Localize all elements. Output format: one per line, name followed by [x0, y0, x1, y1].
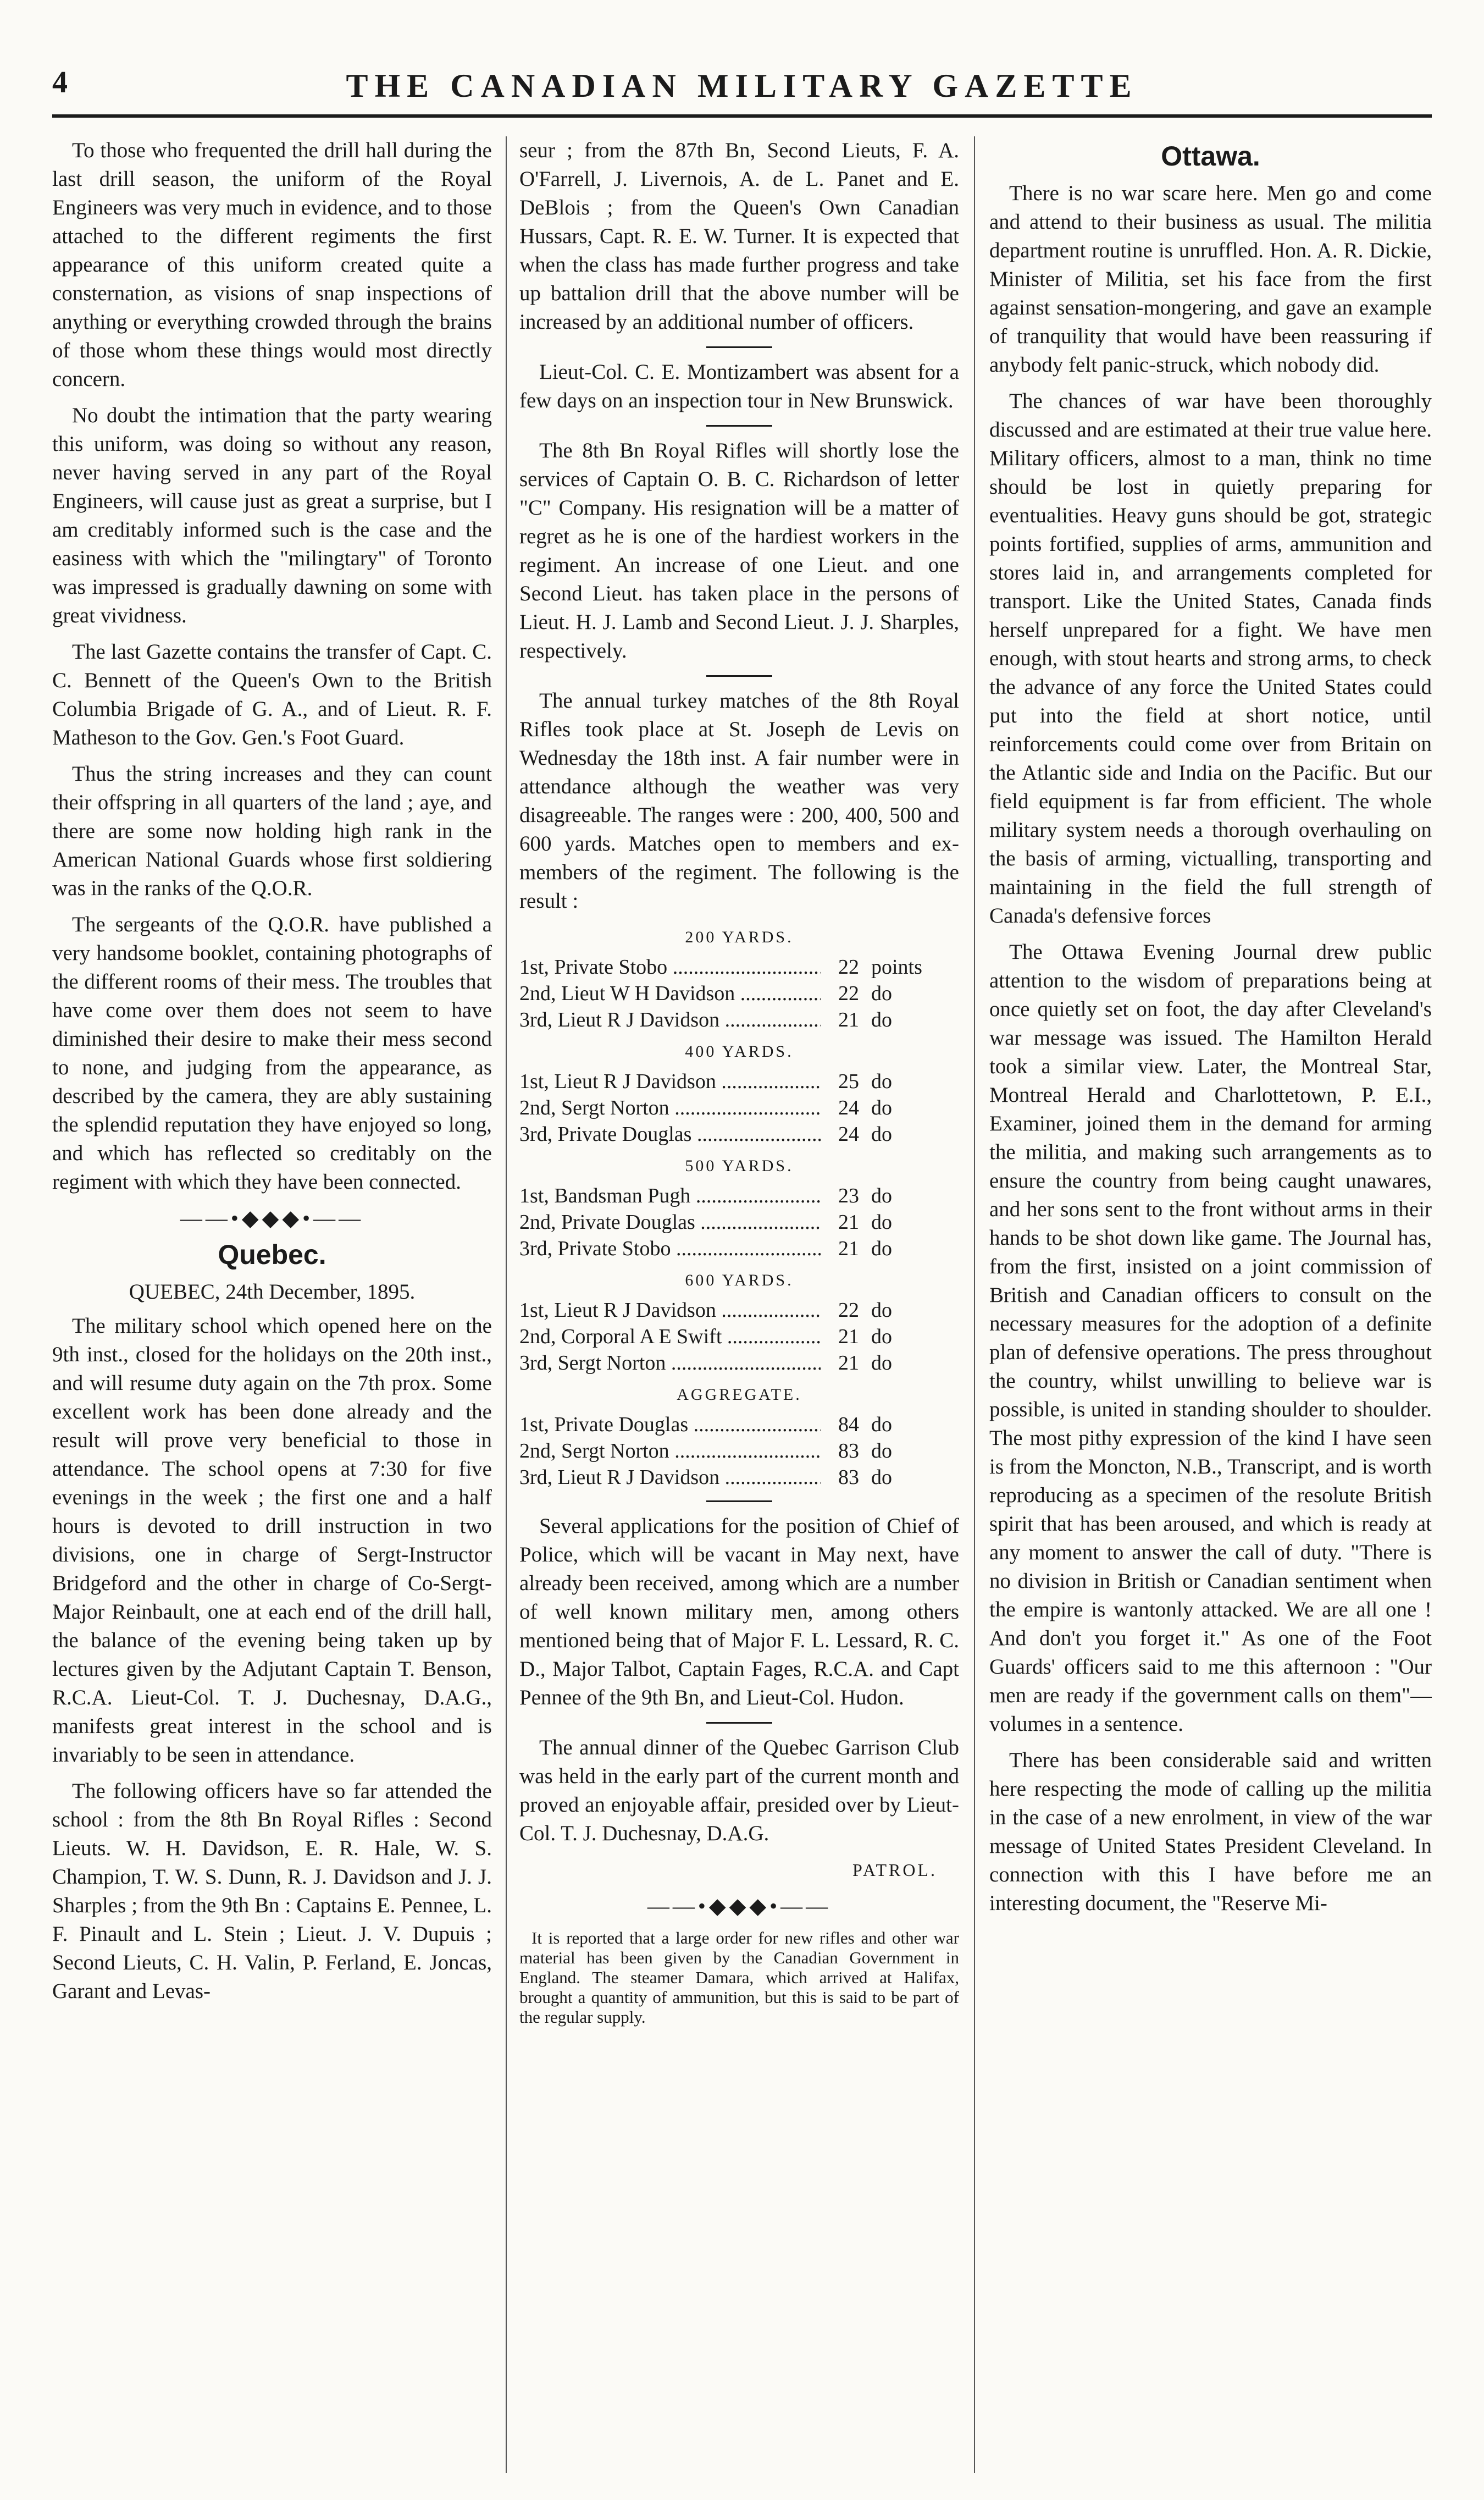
range-heading: 200 YARDS.: [685, 928, 794, 946]
signature: PATROL.: [852, 1860, 937, 1880]
score-row: [519, 1235, 959, 1262]
score-points: 22: [838, 1299, 859, 1322]
shooter-name: 3rd, Private Stobo .....: [519, 1235, 821, 1262]
article-paragraph: The chances of war have been thoroughly discussed and are estimated at their true value here. Military officers, almost to a man, think no time should be lost in quietly preparing for eventualities. Heavy guns should be got, strategic points fortified, supplies of arms, ammunition and stores laid in, and arrangements completed for transport. Like the United States, Canada finds herself unprepared for a fight. We have men enough, with stout hearts and strong arms, to check the advance of any force the United States could put into the field at short notice, until reinforcements could come over from Britain on the Atlantic side and India on the Pacific. But our field equipment is far from efficient. The whole military system needs a thorough overhauling on the basis of arming, victualling, transporting and maintaining in the field the full strength of Canada's defensive forces: [989, 389, 1432, 928]
shooter-name: 3rd, Sergt Norton .....: [519, 1350, 821, 1376]
score-points: 23: [838, 1184, 859, 1207]
score-row: [519, 1095, 959, 1121]
score-row: [519, 1209, 959, 1235]
score-unit: do: [871, 1237, 892, 1260]
article-paragraph: The Ottawa Evening Journal drew public attention to the wisdom of preparations being at once quietly set on foot, the day after Cleveland's war message was issued. The Hamilton Herald took a similar view. Later, the Montreal Star, Montreal Herald and Charlottetown, P. E.I., Examiner, joined them in the demand for arming the militia, and making such arrangements as to ensure the country from being caught unawares, and her sons sent to the front without arms in their hands to be shot down like game. The Journal has, from the first, insisted on a joint commission of British and Canadian officers to consult on the necessary measures for the adoption of a definite plan of defensive operations. The press throughout the country, whilst unwilling to believe war is possible, is united in standing shoulder to shoulder. The most pithy expression of the kind I have seen is from the Moncton, N.B., Transcript, and is worth reproducing as a specimen of the resolute British spirit that has been aroused, and which is ready at any moment to answer the call of duty. "There is no division in British or Canadian sentiment when the empire is wantonly attacked. We are all one ! And don't you forget it." As one of the Foot Guards' officers said to me this afternoon : "Our men are ready if the government calls on them"—volumes in a sentence.: [989, 940, 1432, 1736]
score-row: [519, 1323, 959, 1350]
shooter-name: 1st, Lieut R J Davidson .....: [519, 1297, 821, 1323]
column-divider: [506, 136, 507, 2473]
score-group: [519, 1037, 959, 1147]
score-points: 24: [838, 1123, 859, 1146]
score-row: [519, 1068, 959, 1095]
shooter-name: 1st, Lieut R J Davidson .....: [519, 1068, 821, 1095]
score-points: 22: [838, 982, 859, 1005]
article-paragraph: There has been considerable said and written here respecting the mode of calling up the militia in the case of a new enrolment, in view of the war message of United States President Cleveland. In connection with this I have before me an interesting document, the "Reserve Mi-: [989, 1748, 1432, 1915]
article-paragraph: No doubt the intimation that the party wearing this uniform, was doing so without any reason, never having served in any part of the Royal Engineers, will cause just as great a surprise, but I am creditably informed such is the case and the easiness with which the "milingtary" of Toronto was impressed is gradually dawning on some with great vividness.: [52, 404, 492, 627]
shooter-name: 3rd, Lieut R J Davidson .....: [519, 1007, 821, 1033]
score-row: [519, 1350, 959, 1376]
score-row: [519, 1121, 959, 1147]
score-row: [519, 980, 959, 1007]
range-heading: AGGREGATE.: [677, 1386, 802, 1404]
score-row: [519, 1007, 959, 1033]
score-group: [519, 1266, 959, 1376]
shooter-name: 1st, Private Douglas .....: [519, 1411, 821, 1438]
article-paragraph: To those who frequented the drill hall during the last drill season, the uniform of the Royal Engineers was very much in evidence, and to those attached to the different regiments the first appearance of this uniform created quite a consternation, as visions of snap inspections of anything or everything crowded through the brains of those whom these things would most directly concern.: [52, 139, 492, 391]
shooter-name: 3rd, Lieut R J Davidson .....: [519, 1464, 821, 1491]
score-points: 84: [838, 1413, 859, 1436]
shooter-name: 2nd, Sergt Norton .....: [519, 1095, 821, 1121]
section-ornament: ——•◆◆◆•——: [180, 1206, 364, 1230]
score-unit: do: [871, 1096, 892, 1119]
score-points: 83: [838, 1466, 859, 1489]
article-paragraph: Several applications for the position of Chief of Police, which will be vacant in May next, have already been received, among which are a number of well known military men, among others mentioned being that of Major F. L. Lessard, R. C. D., Major Talbot, Captain Fages, R.C.A. and Capt Pennee of the 9th Bn, and Lieut-Col. Hudon.: [519, 1514, 959, 1709]
footnote: It is reported that a large order for new rifles and other war material has been given by the Canadian Government in England. The steamer Damara, which arrived at Halifax, brought a quantity of ammunition, but this is said to be part of the regular supply.: [519, 1928, 959, 2027]
score-points: 21: [838, 1325, 859, 1348]
score-points: 21: [838, 1351, 859, 1375]
article-paragraph: The 8th Bn Royal Rifles will shortly lose the services of Captain O. B. C. Richardson of letter "C" Company. His resignation will be a matter of regret as he is one of the hardiest workers in the regiment. An increase of one Lieut. and one Second Lieut. has taken place in the persons of Lieut. H. J. Lamb and Second Lieut. J. J. Sharples, respectively.: [519, 439, 959, 663]
shooter-name: 1st, Bandsman Pugh .....: [519, 1183, 821, 1209]
page-header: [52, 65, 1432, 118]
score-group: [519, 923, 959, 1033]
column-3: [989, 136, 1432, 2473]
range-heading: 600 YARDS.: [685, 1271, 794, 1289]
column-2: [519, 136, 959, 2473]
score-unit: do: [871, 1299, 892, 1322]
column-divider: [974, 136, 975, 2473]
column-1: [52, 136, 492, 2473]
shooter-name: 2nd, Sergt Norton .....: [519, 1438, 821, 1464]
score-row: [519, 1297, 959, 1323]
article-paragraph: seur ; from the 87th Bn, Second Lieuts, F. A. O'Farrell, J. Livernois, A. de L. Panet and E. DeBlois ; from the Queen's Own Canadian Hussars, Capt. R. E. W. Turner. It is expected that when the class has made further progress and take up battalion drill that the above number will be increased by an additional number of officers.: [519, 139, 959, 334]
separator-rule: [706, 425, 772, 427]
separator-rule: [706, 346, 772, 348]
score-unit: do: [871, 1413, 892, 1436]
separator-rule: [706, 1722, 772, 1724]
score-points: 24: [838, 1096, 859, 1119]
score-unit: do: [871, 1008, 892, 1031]
page-number: 4: [52, 65, 68, 100]
score-row: [519, 1183, 959, 1209]
score-row: [519, 1464, 959, 1491]
article-paragraph: Lieut-Col. C. E. Montizambert was absent for a few days on an inspection tour in New Brunswick.: [519, 360, 959, 412]
range-heading: 500 YARDS.: [685, 1157, 794, 1175]
score-unit: do: [871, 1466, 892, 1489]
article-paragraph: The annual dinner of the Quebec Garrison Club was held in the early part of the current month and proved an enjoyable affair, presided over by Lieut-Col. T. J. Duchesnay, D.A.G.: [519, 1736, 959, 1845]
score-group: [519, 1381, 959, 1491]
score-points: 83: [838, 1439, 859, 1463]
score-points: 22: [838, 956, 859, 979]
separator-rule: [706, 1500, 772, 1502]
score-unit: points: [871, 956, 922, 979]
section-heading-quebec: Quebec.: [218, 1239, 326, 1270]
score-points: 21: [838, 1237, 859, 1260]
article-paragraph: The following officers have so far attended the school : from the 8th Bn Royal Rifles : Second Lieuts. W. H. Davidson, E. R. Hale, W. S. Champion, T. W. S. Dunn, R. J. Davidson and J. J. Sharples ; from the 9th Bn : Captains E. Pennee, L. F. Pinault and L. Stein ; Lieut. J. V. Dupuis ; Second Lieuts, C. H. Valin, P. Ferland, E. Joncas, Garant and Levas-: [52, 1779, 492, 2003]
range-heading: 400 YARDS.: [685, 1042, 794, 1061]
shooter-name: 3rd, Private Douglas .....: [519, 1121, 821, 1147]
article-paragraph: Thus the string increases and they can count their offspring in all quarters of the land ; aye, and there are some now holding high rank in the American National Guards whose first soldiering was in the ranks of the Q.O.R.: [52, 762, 492, 900]
shooter-name: 2nd, Lieut W H Davidson .....: [519, 980, 821, 1007]
dateline: QUEBEC, 24th December, 1895.: [129, 1280, 416, 1304]
masthead-title: THE CANADIAN MILITARY GAZETTE: [346, 68, 1138, 104]
score-table: [519, 923, 959, 1491]
score-unit: do: [871, 1070, 892, 1093]
score-unit: do: [871, 1184, 892, 1207]
score-unit: do: [871, 1351, 892, 1375]
section-ornament: ——•◆◆◆•——: [647, 1894, 832, 1918]
article-paragraph: The annual turkey matches of the 8th Royal Rifles took place at St. Joseph de Levis on Wednesday the 18th inst. A fair number were in attendance although the weather was very disagreeable. The ranges were : 200, 400, 500 and 600 yards. Matches open to members and ex-members of the regiment. The following is the result :: [519, 689, 959, 913]
score-unit: do: [871, 1211, 892, 1234]
score-points: 21: [838, 1008, 859, 1031]
shooter-name: 2nd, Corporal A E Swift .....: [519, 1323, 821, 1350]
score-unit: do: [871, 1439, 892, 1463]
score-row: [519, 1438, 959, 1464]
article-paragraph: The sergeants of the Q.O.R. have published a very handsome booklet, containing photographs of the different rooms of their mess. The troubles that have come over them does not seem to have diminished their desire to make their mess second to none, and judging from the appearance, as described by the camera, they are ably sustaining the splendid reputation they have enjoyed so long, and which has reflected so creditably on the regiment with which they have been connected.: [52, 913, 492, 1194]
separator-rule: [706, 675, 772, 677]
score-group: [519, 1152, 959, 1262]
shooter-name: 1st, Private Stobo .....: [519, 954, 821, 980]
article-paragraph: There is no war scare here. Men go and come and attend to their business as usual. The militia department routine is unruffled. Hon. A. R. Dickie, Minister of Militia, set his face from the first against sensation-mongering, and gave an example of tranquility that would have been reassuring if anybody felt panic-struck, which nobody did.: [989, 181, 1432, 377]
score-row: [519, 1411, 959, 1438]
score-points: 25: [838, 1070, 859, 1093]
article-paragraph: The last Gazette contains the transfer of Capt. C. C. Bennett of the Queen's Own to the British Columbia Brigade of G. A., and of Lieut. R. F. Matheson to the Gov. Gen.'s Foot Guard.: [52, 640, 492, 749]
section-heading-ottawa: Ottawa.: [1161, 141, 1260, 172]
article-paragraph: The military school which opened here on the 9th inst., closed for the holidays on the 20th inst., and will resume duty again on the 7th prox. Some excellent work has been done already and the result will prove very beneficial to those in attendance. The school opens at 7:30 for five evenings in the week ; the first one and a half hours is devoted to drill instruction in two divisions, one in charge of Sergt-Instructor Bridgeford and the other in charge of Co-Sergt-Major Reinbault, one at each end of the drill hall, the balance of the evening being taken up by lectures given by the Adjutant Captain T. Benson, R.C.A. Lieut-Col. T. J. Duchesnay, D.A.G., manifests great interest in the school and is invariably to be seen in attendance.: [52, 1314, 492, 1767]
score-points: 21: [838, 1211, 859, 1234]
score-row: [519, 954, 959, 980]
score-unit: do: [871, 982, 892, 1005]
score-unit: do: [871, 1123, 892, 1146]
score-unit: do: [871, 1325, 892, 1348]
shooter-name: 2nd, Private Douglas .....: [519, 1209, 821, 1235]
